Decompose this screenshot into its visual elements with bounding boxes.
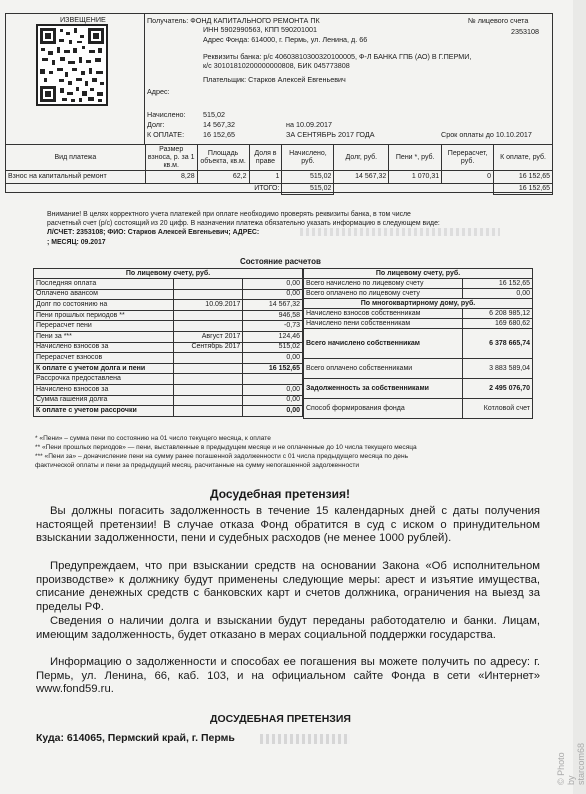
table-row (34, 289, 303, 300)
table-row (34, 406, 303, 417)
account-number: 2353108 (511, 27, 539, 36)
left-value: 0,00 (243, 384, 303, 395)
total-label: ИТОГО: (254, 185, 280, 193)
claim-paragraph-3: Сведения о наличии долга и взыскании будут переданы работодателю и банки. Лицам, имеющим задолженность, будет отказано в мерах социальной поддержки государства. (36, 615, 540, 641)
payer-line: Плательщик: Старков Алексей Евгеньевич (203, 75, 346, 84)
notice-label: ИЗВЕЩЕНИЕ (60, 15, 106, 24)
col-header-share: Доля в праве (249, 145, 282, 171)
left-detail: 10.09.2017 (173, 300, 243, 311)
charged-label: Начислено: (147, 110, 186, 119)
mkd-label: Способ формирования фонда (304, 399, 463, 419)
left-label: Пени прошлых периодов ** (34, 310, 174, 321)
table-row (304, 309, 533, 319)
cell-recalc: 0 (442, 171, 494, 184)
topay-value: 16 152,65 (203, 130, 235, 139)
bank-line-2: к/с 30101810200000000808, БИК 045773808 (203, 61, 350, 70)
left-value: 515,02 (243, 342, 303, 353)
col-header-area: Площадь объекта, кв.м. (197, 145, 249, 171)
attention-line-3: Л/СЧЕТ: 2353108; ФИО: Старков Алексей Евгеньевич; АДРЕС: (47, 229, 260, 236)
mkd-header: По многоквартирному дому, руб. (304, 299, 533, 309)
left-label: К оплате с учетом долга и пени (34, 363, 174, 374)
footnote-4: фактической оплаты и пени за предыдущий месяц, расчитанные на сумму непогашенной задолженности (35, 462, 360, 469)
left-detail: Август 2017 (173, 331, 243, 342)
left-label: Сумма гашения долга (34, 395, 174, 406)
debt-date: на 10.09.2017 (286, 120, 332, 129)
cell-topay: 16 152,65 (494, 171, 553, 184)
left-value: 0,00 (243, 395, 303, 406)
left-detail (173, 289, 243, 300)
attention-line-2: расчетный счет (р/с) состоящий из 20 цифр. В назначении платежа обязательно указать информацию в следующем виде: (47, 220, 440, 227)
mkd-value: 169 680,62 (463, 319, 533, 329)
redacted-address (300, 228, 500, 236)
left-value: 946,58 (243, 310, 303, 321)
claim-footer-to: Куда: 614065, Пермский край, г. Пермь (36, 732, 235, 744)
cell-penalty: 1 070,31 (389, 171, 442, 184)
left-detail (173, 406, 243, 417)
mkd-label: Начислено взносов собственникам (304, 309, 463, 319)
mkd-value: 6 208 985,12 (463, 309, 533, 319)
cell-area: 62,2 (197, 171, 249, 184)
table-row (304, 289, 533, 299)
attention-line-1: Внимание! В целях корректного учета платежей при оплате необходимо проверять реквизиты банка, в том числе (47, 211, 411, 218)
table-row (304, 399, 533, 419)
table-row (34, 300, 303, 311)
left-label: Начислено взносов за (34, 384, 174, 395)
state-right-table (303, 268, 533, 419)
mkd-value: Котловой счет (463, 399, 533, 419)
right-value: 0,00 (463, 289, 533, 299)
left-value: 0,00 (243, 289, 303, 300)
claim-paragraph-4: Информацию о задолженности и способах ее погашения вы можете получить по адресу: г. Пермь, ул. Ленина, 66, каб. 103, и на официальном сайте Фонда в сети «Интернет» www.fond59.ru. (36, 656, 540, 696)
mkd-label: Всего оплачено собственниками (304, 359, 463, 379)
left-detail (173, 384, 243, 395)
left-value: 0,00 (243, 279, 303, 290)
right-label: Всего оплачено по лицевому счету (304, 289, 463, 299)
left-value: 16 152,65 (243, 363, 303, 374)
table-row (304, 329, 533, 359)
table-row (304, 319, 533, 329)
left-detail (173, 374, 243, 385)
left-label: Перерасчет взносов (34, 353, 174, 364)
left-detail (173, 279, 243, 290)
left-detail: Сентябрь 2017 (173, 342, 243, 353)
left-value: 14 567,32 (243, 300, 303, 311)
state-left-header: По лицевому счету, руб. (34, 269, 303, 279)
left-detail (173, 310, 243, 321)
period-label: ЗА СЕНТЯБРЬ 2017 ГОДА (286, 130, 375, 139)
left-label: Рассрочка предоставлена (34, 374, 174, 385)
table-row (304, 279, 533, 289)
state-right-header: По лицевому счету, руб. (304, 269, 533, 279)
left-label: Перерасчет пени (34, 321, 174, 332)
col-header-debt: Долг, руб. (334, 145, 389, 171)
claim-footer-title: ДОСУДЕБНАЯ ПРЕТЕНЗИЯ (210, 713, 351, 725)
table-row (34, 342, 303, 353)
attention-line-4: ; МЕСЯЦ: 09.2017 (47, 239, 106, 246)
col-header-rate: Размер взноса, р. за 1 кв.м. (145, 145, 197, 171)
left-value: 124,46 (243, 331, 303, 342)
table-row (304, 379, 533, 399)
table-row (34, 363, 303, 374)
table-total-row (6, 184, 553, 195)
claim-paragraph-2: Предупреждаем, что при взыскании средств на основании Закона «Об исполнительном производстве» к должнику будут применены следующие меры: арест и изъятие имущества, списание денежных средств с банковских карт и счетов должника, ограничения на выезд за пределы РФ. (36, 560, 540, 613)
receipt-divider (144, 13, 145, 144)
claim-title: Досудебная претензия! (210, 487, 350, 501)
state-left-table (33, 268, 303, 417)
photo-watermark: © Photo by starcom68 (556, 742, 586, 785)
fund-address: Адрес Фонда: 614000, г. Пермь, ул. Ленина, д. 66 (203, 35, 368, 44)
bank-line-1: Реквизиты банка: р/с 40603810300320100005, Ф-Л БАНКА ГПБ (АО) В Г.ПЕРМИ, (203, 52, 472, 61)
topay-label: К ОПЛАТЕ: (147, 130, 185, 139)
left-value: -0,73 (243, 321, 303, 332)
table-row (34, 321, 303, 332)
debt-label: Долг: (147, 120, 165, 129)
charged-value: 515,02 (203, 110, 225, 119)
cell-charged: 515,02 (282, 171, 334, 184)
recipient-line: Получатель: ФОНД КАПИТАЛЬНОГО РЕМОНТА ПК (147, 16, 320, 25)
table-row (34, 374, 303, 385)
payment-table (5, 144, 553, 195)
footnote-1: * «Пени» – сумма пени по состоянию на 01 число текущего месяца, к оплате (35, 435, 271, 442)
table-row (6, 171, 553, 184)
left-value: 0,00 (243, 406, 303, 417)
left-value (243, 374, 303, 385)
state-title: Состояние расчетов (240, 257, 321, 266)
deadline-label: Срок оплаты до 10.10.2017 (441, 130, 532, 139)
table-row (34, 384, 303, 395)
inn-line: ИНН 5902990563, КПП 590201001 (203, 25, 318, 34)
left-label: Пени за *** (34, 331, 174, 342)
qr-code (36, 24, 108, 106)
cell-type: Взнос на капитальный ремонт (6, 171, 146, 184)
account-label: № лицевого счета (468, 16, 529, 25)
cell-rate: 8,28 (145, 171, 197, 184)
left-detail (173, 363, 243, 374)
claim-paragraph-1: Вы должны погасить задолженность в течение 15 календарных дней с даты получения настоящей претензии! В случае отказа Фонд обратится в суд с иском о принудительном взыскании задолженности, пени и судебных расходов (не менее 1000 рублей). (36, 505, 540, 545)
left-label: Начислено взносов за (34, 342, 174, 353)
table-row (34, 331, 303, 342)
left-label: Последняя оплата (34, 279, 174, 290)
col-header-type: Вид платежа (6, 145, 146, 171)
mkd-value: 2 495 076,70 (463, 379, 533, 399)
left-label: Долг по состоянию на (34, 300, 174, 311)
total-topay: 16 152,65 (494, 184, 553, 195)
left-label: Оплачено авансом (34, 289, 174, 300)
left-detail (173, 353, 243, 364)
right-label: Всего начислено по лицевому счету (304, 279, 463, 289)
table-row (304, 359, 533, 379)
mkd-label: Начислено пени собственникам (304, 319, 463, 329)
total-charged: 515,02 (282, 184, 334, 195)
right-value: 16 152,65 (463, 279, 533, 289)
address-line: Адрес: (147, 87, 170, 96)
col-header-recalc: Перерасчет, руб. (442, 145, 494, 171)
cell-debt: 14 567,32 (334, 171, 389, 184)
table-row (34, 353, 303, 364)
footnote-3: *** «Пени за» – доначисление пени на сумму ранее погашенной задолженности с 01 числа предыдущего месяца по день (35, 453, 409, 460)
left-value: 0,00 (243, 353, 303, 364)
mkd-label: Задолженность за собственниками (304, 379, 463, 399)
cell-share: 1 (249, 171, 282, 184)
debt-value: 14 567,32 (203, 120, 235, 129)
col-header-penalty: Пени *, руб. (389, 145, 442, 171)
redacted-street (260, 734, 350, 744)
mkd-label: Всего начислено собственникам (304, 329, 463, 359)
footnote-2: ** «Пени прошлых периодов» — пени, выставленные в предыдущем месяце и не оплаченные до 10 числа текущего месяца (35, 444, 417, 451)
col-header-topay: К оплате, руб. (494, 145, 553, 171)
left-detail (173, 395, 243, 406)
mkd-value: 3 883 589,04 (463, 359, 533, 379)
table-row (34, 310, 303, 321)
table-row (34, 395, 303, 406)
mkd-value: 6 378 665,74 (463, 329, 533, 359)
col-header-charged: Начислено, руб. (282, 145, 334, 171)
table-row (34, 279, 303, 290)
left-detail (173, 321, 243, 332)
left-label: К оплате с учетом рассрочки (34, 406, 174, 417)
